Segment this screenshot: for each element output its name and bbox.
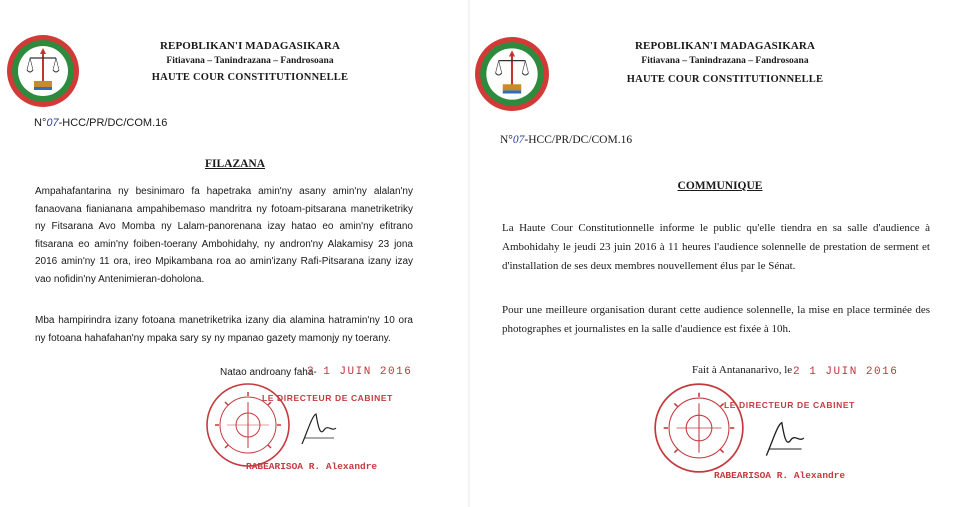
signatory-name: RABEARISOA R. Alexandre xyxy=(714,470,846,481)
reference-prefix: N° xyxy=(34,117,47,129)
reference-code: -HCC/PR/DC/COM.16 xyxy=(524,134,633,146)
national-motto: Fitiavana – Tanindrazana – Fandrosoana xyxy=(641,56,809,66)
document-title: FILAZANA xyxy=(204,158,266,170)
paragraph-1: Ampahafantarina ny besinimaro fa hapetraka amin'ny asany amin'ny alalan'ny fanaovana fianianana ampahibemaso mandritra ny fotoam-pitsarana manetriketriky ny Fitsarana Avo Momba ny Lalam-panorenana izay hatao eo amin'ny efitrano fitsarana eo amin'ny foiben-toerany Ambohidahy, ny andron'ny Alakamisy 23 jona 2016 amin'ny 11 ora, ireo Mpikambana roa ao amin'izany Rafi-Pitsarana izany izay vao nofidin'ny Antenimieran-doholona. xyxy=(35,186,413,285)
handwritten-signature-icon xyxy=(762,415,806,461)
signatory-name: RABEARISOA R. Alexandre xyxy=(246,461,378,472)
reference-handwritten-number: 07 xyxy=(46,117,59,129)
reference-code: -HCC/PR/DC/COM.16 xyxy=(58,117,168,129)
date-stamp: 2 1 JUIN 2016 xyxy=(793,366,899,378)
letterhead xyxy=(120,40,380,83)
national-motto: Fitiavana – Tanindrazana – Fandrosoana xyxy=(166,56,334,66)
place-date: Natao androany faha- xyxy=(220,367,317,378)
handwritten-signature-icon xyxy=(298,408,338,448)
signatory-role: LE DIRECTEUR DE CABINET xyxy=(262,393,393,403)
letterhead xyxy=(590,40,860,85)
court-emblem-icon xyxy=(6,34,80,108)
paragraph-2: Pour une meilleure organisation durant cette audience solennelle, la mise en place terminée des photographes et journalistes en la salle d'audience est fixée à 10h. xyxy=(502,304,930,335)
place-date: Fait à Antananarivo, le xyxy=(692,364,793,376)
reference-handwritten-number: 07 xyxy=(512,134,525,146)
reference-prefix: N° xyxy=(500,134,513,146)
reference-number xyxy=(34,117,167,129)
court-name: HAUTE COUR CONSTITUTIONNELLE xyxy=(151,72,349,83)
court-emblem-icon xyxy=(474,36,550,112)
paragraph-1: La Haute Cour Constitutionnelle informe le public qu'elle tiendra en sa salle d'audience à Ambohidahy le jeudi 23 juin 2016 à 11 heures l'audience solennelle de prestation de serment et d'installation de ses deux membres nouvellement élus par le Sénat. xyxy=(502,222,930,272)
court-name: HAUTE COUR CONSTITUTIONNELLE xyxy=(626,74,824,85)
official-seal-icon xyxy=(653,382,745,474)
paragraph-2: Mba hampirindra izany fotoana manetriketrika izany dia alamina hatramin'ny 10 ora ny fotoana hahafahan'ny mpaka sary sy ny mpanao gazety mamonjy ny toerany. xyxy=(35,315,413,344)
reference-number xyxy=(500,134,632,146)
republic-name: REPOBLIKAN'I MADAGASIKARA xyxy=(634,40,816,52)
date-stamp: 2 1 JUIN 2016 xyxy=(307,366,413,378)
republic-name: REPOBLIKAN'I MADAGASIKARA xyxy=(159,40,341,52)
signatory-role: LE DIRECTEUR DE CABINET xyxy=(724,400,855,410)
document-communique xyxy=(470,0,962,507)
document-filazana xyxy=(0,0,470,507)
document-title: COMMUNIQUE xyxy=(677,180,763,192)
